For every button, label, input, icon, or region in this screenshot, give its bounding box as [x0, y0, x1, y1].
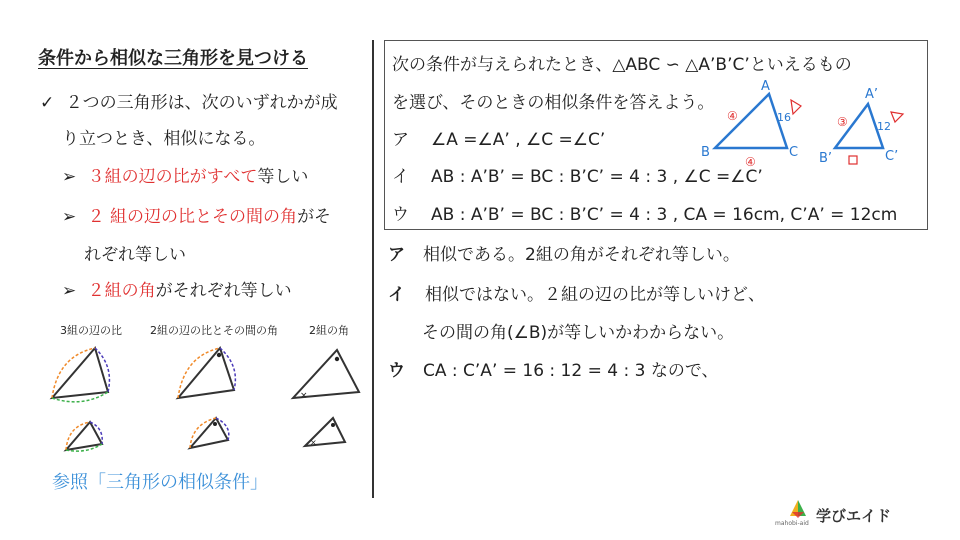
vertex-a2-label: A’ — [865, 87, 879, 102]
svg-text:×: × — [300, 391, 308, 401]
side-bc-number: ④ — [745, 155, 756, 169]
answer-u: ウ CA : C’A’ = 16 : 12 = 4 : 3 なので、 — [388, 361, 719, 381]
answer-i-continued: その間の角(∠B)が等しいかわからない。 — [422, 323, 735, 343]
logo-tagline: mahobi-aid — [775, 520, 809, 527]
option-u: ウ AB : A’B’ = BC : B’C’ = 4 : 3 , CA = 16cm, C’A’ = 12cm — [392, 205, 898, 225]
problem-line-1: 次の条件が与えられたとき、△ABC ∽ △A’B’C’といえるもの — [392, 55, 852, 75]
condition-1: ➢ ３組の辺の比がすべて等しい — [62, 167, 309, 187]
condition-2: ➢ ２ 組の辺の比とその間の角がそ — [62, 207, 332, 227]
bullet-arrow-icon: ➢ — [62, 167, 77, 187]
vertex-b2-label: B’ — [819, 151, 833, 166]
logo-mark-icon — [786, 498, 810, 520]
option-a: ア ∠A =∠A’ , ∠C =∠C’ — [392, 130, 606, 150]
intro-line-2: り立つとき、相似になる。 — [62, 129, 266, 149]
vertex-c-label: C — [789, 145, 799, 160]
condition-3: ➢ ２組の角がそれぞれ等しい — [62, 281, 292, 301]
problem-line-2: を選び、そのときの相似条件を答えよう。 — [392, 93, 715, 113]
logo-name: 学びエイド — [816, 507, 892, 525]
column-divider — [372, 40, 374, 498]
bullet-arrow-icon: ➢ — [62, 207, 77, 227]
bullet-arrow-icon: ➢ — [62, 281, 77, 301]
reference-link[interactable]: 参照「三角形の相似条件」 — [52, 472, 268, 493]
side-ab-number: ④ — [727, 109, 738, 123]
figure-label-sas: 2組の辺の比とその間の角 — [150, 324, 278, 337]
figure-label-sss: 3組の辺の比 — [60, 324, 122, 337]
side-ac-number: 16 — [777, 111, 791, 124]
option-i: イ AB : A’B’ = BC : B’C’ = 4 : 3 , ∠C =∠C’ — [392, 167, 763, 187]
sas-triangles-figure — [170, 338, 270, 458]
check-mark-icon: ✓ — [40, 93, 55, 113]
answer-a: ア 相似である。2組の角がそれぞれ等しい。 — [388, 245, 740, 265]
figure-label-aa: 2組の角 — [309, 324, 349, 337]
side-ac2-number: 12 — [877, 120, 891, 133]
vertex-b-label: B — [701, 145, 710, 160]
aa-triangles-figure — [285, 338, 375, 458]
intro-line-1: ✓ ２つの三角形は、次のいずれかが成 — [40, 93, 338, 113]
side-ab2-number: ③ — [837, 115, 848, 129]
sss-triangles-figure — [40, 338, 140, 458]
vertex-c2-label: C’ — [885, 149, 899, 164]
vertex-a-label: A — [761, 79, 770, 94]
handdrawn-triangles-sketch — [695, 76, 927, 172]
condition-2-continued: れぞれ等しい — [84, 245, 186, 265]
svg-text:×: × — [310, 438, 317, 447]
answer-i: イ 相似ではない。２組の辺の比が等しいけど、 — [388, 285, 765, 305]
section-title: 条件から相似な三角形を見つける — [38, 48, 308, 69]
